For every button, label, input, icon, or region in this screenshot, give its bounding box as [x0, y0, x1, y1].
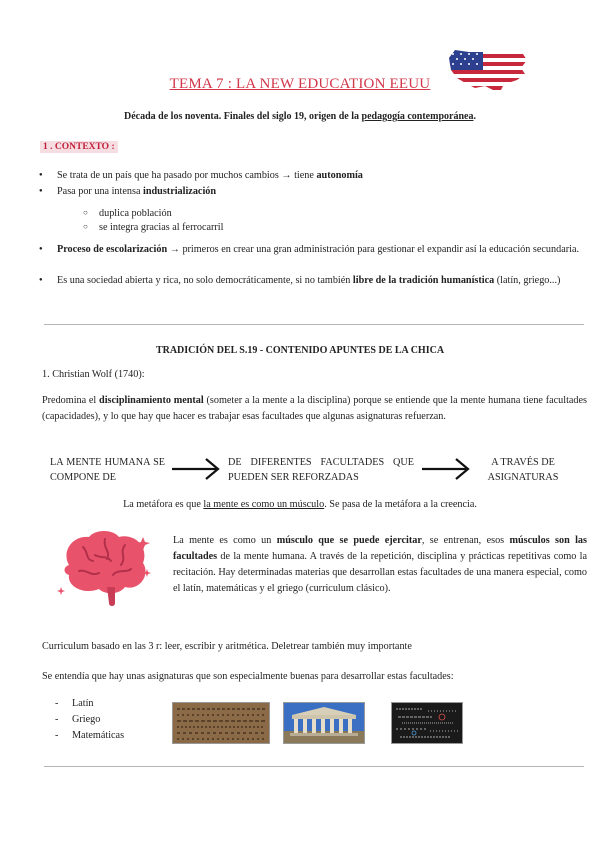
arrow-icon: →: [169, 244, 180, 255]
arrow-icon: →: [281, 170, 292, 181]
curriculum-line: Curriculum basado en las 3 r: leer, escribir y aritmética. Deletrear también muy importante: [42, 641, 412, 652]
usa-map-flag-icon: [445, 46, 531, 96]
discipline-paragraph: Predomina el disciplinamiento mental (someter a la mente a la disciplina) porque se entiende que la mente humana tiene facultades (capacidades), y lo que hay que hacer es trabajar esas facultades que algunas asignaturas refuerzan.: [42, 395, 587, 422]
divider: [44, 766, 584, 767]
subtitle: Década de los noventa. Finales del siglo 19, origen de la pedagogía contemporánea.: [124, 111, 476, 122]
subject-item: - Latín: [72, 698, 94, 709]
brain-icon: [55, 525, 155, 615]
divider: [44, 324, 584, 325]
section-heading: TRADICIÓN DEL S.19 - CONTENIDO APUNTES DE LA CHICA: [155, 345, 445, 356]
list-item: ● Es una sociedad abierta y rica, no solo democráticamente, si no también libre de la tradición humanística (latín, griego...): [57, 273, 587, 288]
list-item: ● Se trata de un país que ha pasado por muchos cambios → tiene autonomía: [57, 168, 587, 183]
subject-item: - Griego: [72, 714, 100, 725]
sub-list-item: ○ se integra gracias al ferrocarril: [99, 222, 223, 233]
flow-step-2: DE DIFERENTES FACULTADES QUE PUEDEN SER REFORZADAS: [228, 457, 414, 483]
pedagogy-link-text: pedagogía contemporánea: [361, 111, 474, 122]
metaphor-line: La metáfora es que la mente es como un músculo. Se pasa de la metáfora a la creencia.: [123, 499, 477, 510]
flow-arrow-icon: [420, 456, 472, 482]
context-heading: 1 . CONTEXTO :: [40, 141, 118, 153]
latin-inscription-image: [172, 702, 270, 744]
flow-step-1: LA MENTE HUMANA SE COMPONE DE: [50, 457, 165, 483]
list-item: ● Proceso de escolarización → primeros en crear una gran administración para gestionar el expandir así la educación secundaria.: [57, 242, 587, 257]
subject-item: - Matemáticas: [72, 730, 124, 741]
subjects-intro: Se entendía que hay unas asignaturas que son especialmente buenas para desarrollar estas facultades:: [42, 671, 454, 682]
flow-arrow-icon: [170, 456, 222, 482]
page-title: TEMA 7 : LA NEW EDUCATION EEUU: [169, 76, 431, 92]
math-formulas-image: [391, 702, 463, 744]
greek-temple-image: [283, 702, 365, 744]
flow-step-3: A TRAVÉS DE ASIGNATURAS: [487, 457, 559, 483]
author-line: 1. Christian Wolf (1740):: [42, 369, 145, 380]
list-item: ● Pasa por una intensa industrialización: [57, 184, 587, 199]
sub-list-item: ○ duplica población: [99, 208, 172, 219]
brain-paragraph: La mente es como un músculo que se puede ejercitar, se entrenan, esos músculos son las facultades de la mente humana. A través de la repetición, disciplina y prácticas repetitivas como la recitación. Hay determinadas materias que desarrollan estas facultades de una manera especial, como el latín, matemáticas y el griego (curriculum clásico).: [173, 535, 587, 594]
